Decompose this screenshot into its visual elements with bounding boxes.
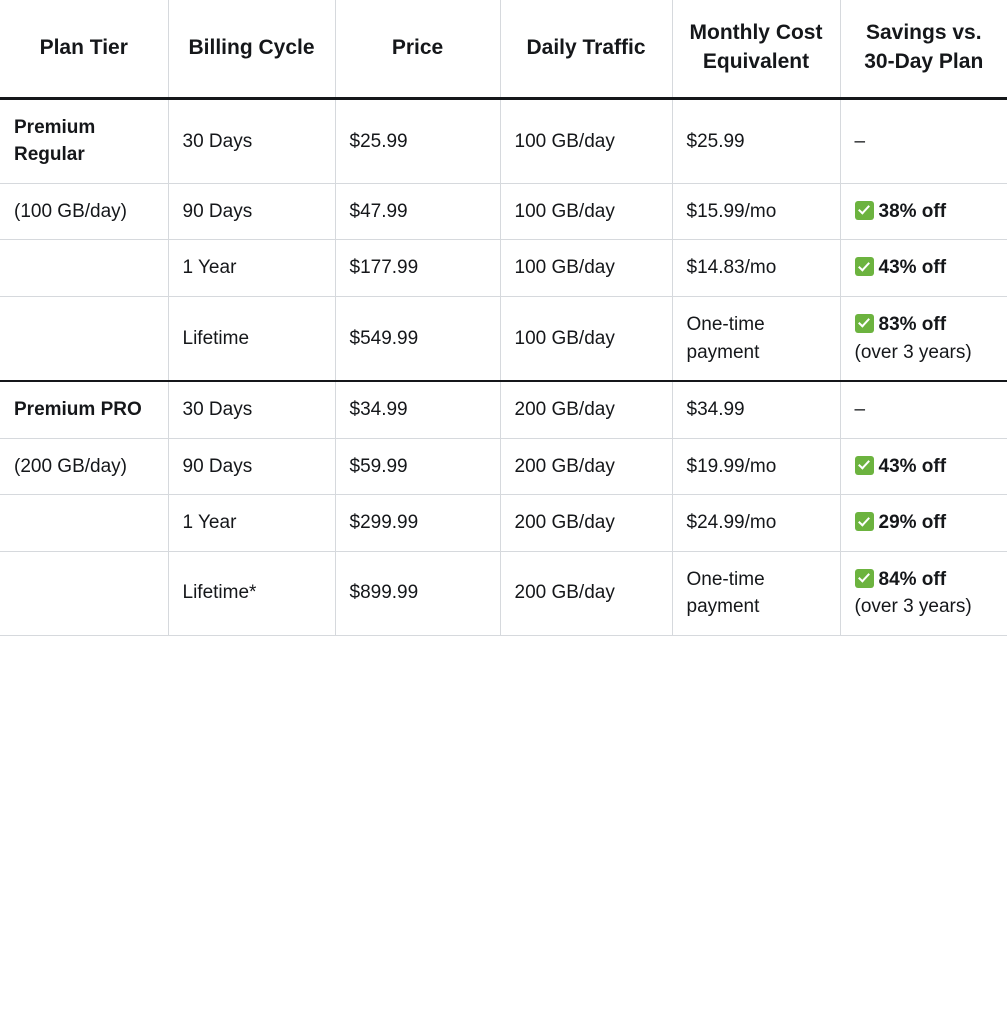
cell-billing-cycle: 90 Days [168, 183, 335, 240]
column-header-monthly-cost: Monthly Cost Equivalent [672, 0, 840, 98]
cell-monthly-cost: One-time payment [672, 551, 840, 635]
cell-billing-cycle: 1 Year [168, 495, 335, 552]
cell-billing-cycle: 30 Days [168, 381, 335, 438]
check-icon [855, 569, 874, 588]
cell-monthly-cost: $15.99/mo [672, 183, 840, 240]
cell-plan-tier [0, 240, 168, 297]
table-row [0, 495, 1007, 552]
check-icon [855, 201, 874, 220]
cell-daily-traffic: 100 GB/day [500, 240, 672, 297]
table-row [0, 183, 1007, 240]
cell-price: $47.99 [335, 183, 500, 240]
table-header-row [0, 0, 1007, 98]
cell-monthly-cost: $24.99/mo [672, 495, 840, 552]
check-icon [855, 257, 874, 276]
cell-billing-cycle: 30 Days [168, 98, 335, 183]
cell-price: $549.99 [335, 296, 500, 381]
cell-savings [840, 551, 1007, 635]
table-row [0, 551, 1007, 635]
cell-savings [840, 381, 1007, 438]
column-header-price: Price [335, 0, 500, 98]
savings-value: 43% off [878, 257, 947, 279]
cell-price: $899.99 [335, 551, 500, 635]
cell-monthly-cost: $14.83/mo [672, 240, 840, 297]
cell-plan-tier: Premium Regular [0, 98, 168, 183]
cell-monthly-cost: $19.99/mo [672, 438, 840, 495]
cell-savings [840, 495, 1007, 552]
check-icon [855, 512, 874, 531]
table-row [0, 381, 1007, 438]
table-row [0, 98, 1007, 183]
cell-price: $25.99 [335, 98, 500, 183]
savings-value: 38% off [878, 200, 947, 222]
table-row [0, 438, 1007, 495]
savings-value: – [854, 399, 866, 421]
cell-billing-cycle: 90 Days [168, 438, 335, 495]
cell-monthly-cost: One-time payment [672, 296, 840, 381]
cell-daily-traffic: 100 GB/day [500, 183, 672, 240]
savings-value: 43% off [878, 455, 947, 477]
cell-billing-cycle: 1 Year [168, 240, 335, 297]
cell-plan-tier [0, 551, 168, 635]
cell-plan-tier: Premium PRO [0, 381, 168, 438]
cell-daily-traffic: 200 GB/day [500, 551, 672, 635]
cell-savings [840, 240, 1007, 297]
table-row [0, 296, 1007, 381]
savings-value: 84% off [878, 568, 947, 590]
cell-daily-traffic: 200 GB/day [500, 438, 672, 495]
savings-note: (over 3 years) [854, 341, 972, 363]
cell-savings [840, 296, 1007, 381]
column-header-savings: Savings vs. 30-Day Plan [840, 0, 1007, 98]
column-header-daily-traffic: Daily Traffic [500, 0, 672, 98]
savings-value: 29% off [878, 512, 947, 534]
column-header-billing-cycle: Billing Cycle [168, 0, 335, 98]
cell-monthly-cost: $34.99 [672, 381, 840, 438]
cell-price: $299.99 [335, 495, 500, 552]
savings-value: – [854, 130, 866, 152]
check-icon [855, 314, 874, 333]
table-header [0, 0, 1007, 98]
cell-plan-tier: (200 GB/day) [0, 438, 168, 495]
column-header-plan-tier: Plan Tier [0, 0, 168, 98]
cell-daily-traffic: 200 GB/day [500, 381, 672, 438]
cell-price: $177.99 [335, 240, 500, 297]
cell-daily-traffic: 200 GB/day [500, 495, 672, 552]
cell-savings [840, 98, 1007, 183]
cell-plan-tier [0, 495, 168, 552]
cell-savings [840, 183, 1007, 240]
cell-daily-traffic: 100 GB/day [500, 98, 672, 183]
cell-billing-cycle: Lifetime [168, 296, 335, 381]
cell-billing-cycle: Lifetime* [168, 551, 335, 635]
cell-monthly-cost: $25.99 [672, 98, 840, 183]
cell-savings [840, 438, 1007, 495]
check-icon [855, 456, 874, 475]
cell-plan-tier [0, 296, 168, 381]
cell-plan-tier: (100 GB/day) [0, 183, 168, 240]
cell-price: $34.99 [335, 381, 500, 438]
cell-price: $59.99 [335, 438, 500, 495]
cell-daily-traffic: 100 GB/day [500, 296, 672, 381]
table-body [0, 98, 1007, 635]
savings-value: 83% off [878, 313, 947, 335]
savings-note: (over 3 years) [854, 596, 972, 618]
table-row [0, 240, 1007, 297]
